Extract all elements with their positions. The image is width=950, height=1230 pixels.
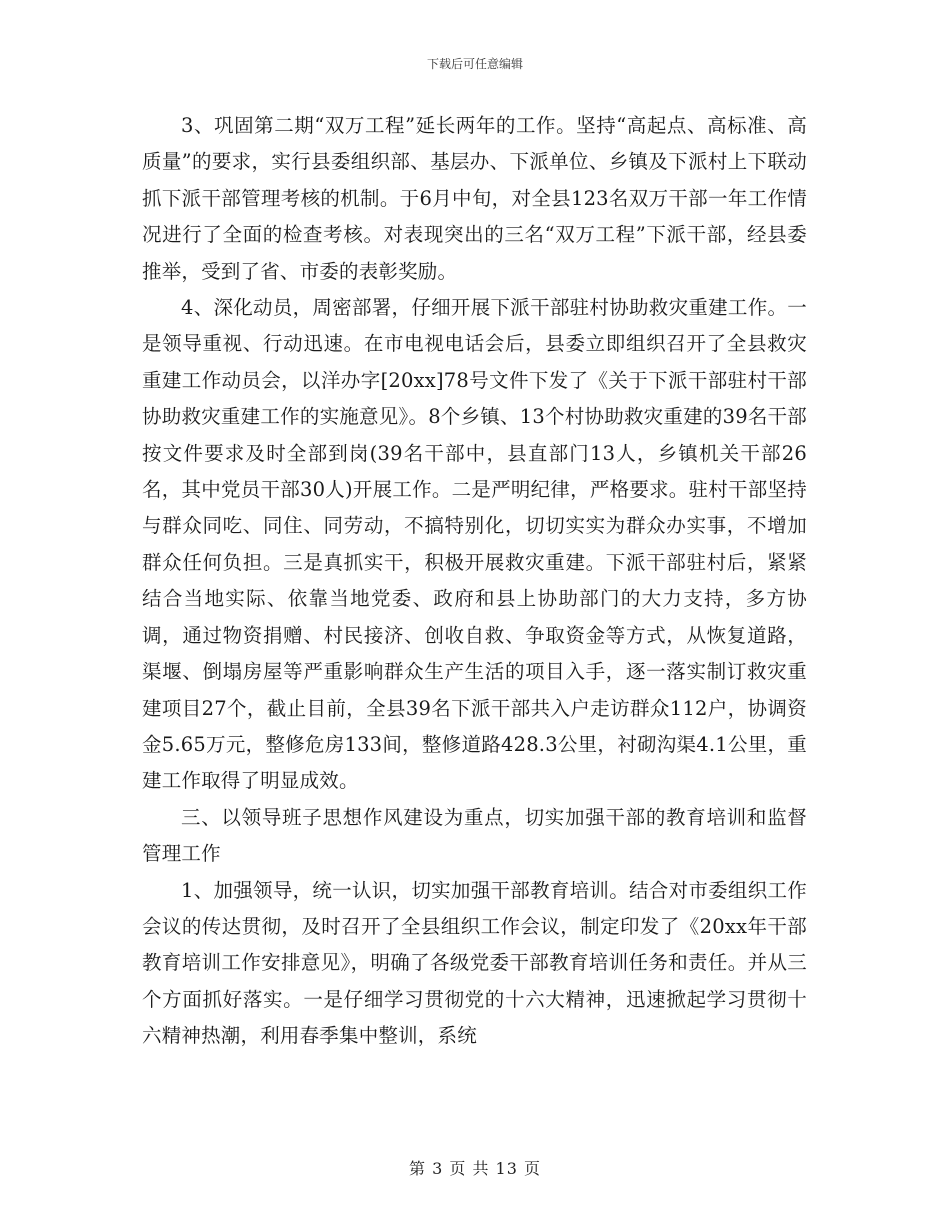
paragraph-consolidate-project: 3、巩固第二期“双万工程”延长两年的工作。坚持“高起点、高标准、高质量”的要求，实行县委组织部、基层办、下派单位、乡镇及下派村上下联动抓下派干部管理考核的机制。于6月中旬，对全县123名双万干部一年工作情况进行了全面的检查考核。对表现突出的三名“双万工程”下派干部，经县委推举，受到了省、市委的表彰奖励。: [142, 114, 807, 283]
document-body: [142, 108, 807, 1055]
page-header-note: 下载后可任意编辑: [426, 57, 523, 71]
paragraph-cadre-training: 1、加强领导，统一认识，切实加强干部教育培训。结合对市委组织工作会议的传达贯彻，及时召开了全县组织工作会议，制定印发了《20xx年干部教育培训工作安排意见》，明确了各级党委干部教育培训任务和责任。并从三个方面抓好落实。一是仔细学习贯彻党的十六大精神，迅速掀起学习贯彻十六精神热潮，利用春季集中整训，系统: [142, 878, 807, 1048]
page-number-footer: 第 3 页 共 13 页: [409, 1159, 541, 1178]
section-heading-three: 三、以领导班子思想作风建设为重点，切实加强干部的教育培训和监督管理工作: [142, 805, 807, 866]
paragraph-disaster-reconstruction: 4、深化动员，周密部署，仔细开展下派干部驻村协助救灾重建工作。一是领导重视、行动迅速。在市电视电话会后，县委立即组织召开了全县救灾重建工作动员会，以洋办字[20xx]78号文件下发了《关于下派干部驻村干部协助救灾重建工作的实施意见》。8个乡镇、13个村协助救灾重建的39名干部按文件要求及时全部到岗(39名干部中，县直部门13人，乡镇机关干部26名，其中党员干部30人)开展工作。二是严明纪律，严格要求。驻村干部坚持与群众同吃、同住、同劳动，不搞特别化，切切实实为群众办实事，不增加群众任何负担。三是真抓实干，积极开展救灾重建。下派干部驻村后，紧紧结合当地实际、依靠当地党委、政府和县上协助部门的大力支持，多方协调，通过物资捐赠、村民接济、创收自救、争取资金等方式，从恢复道路，渠堰、倒塌房屋等严重影响群众生产生活的项目入手，逐一落实制订救灾重建项目27个，截止目前，全县39名下派干部共入户走访群众112户，协调资金5.65万元，整修危房133间，整修道路428.3公里，衬砌沟渠4.1公里，重建工作取得了明显成效。: [142, 296, 807, 793]
